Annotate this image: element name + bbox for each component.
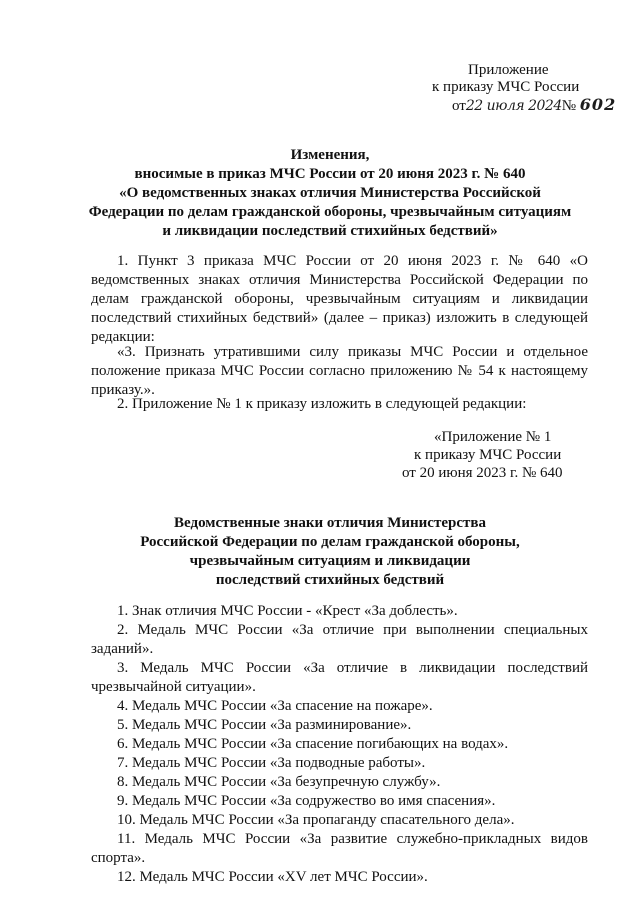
paragraph-1-text: 1. Пункт 3 приказа МЧС России от 20 июня 2023 г. № 640 «О ведомственных знаках отличия Министерства Российской Федерации по делам гражданской обороны, чрезвычайным ситуациям и ликвидации последствий стихийных бедствий» (далее – приказ) изложить в следующей редакции: [91, 253, 588, 345]
appendix-header-date-prefix: от [452, 98, 466, 114]
list-item: 11. Медаль МЧС России «За развитие служебно-прикладных видов спорта». [91, 831, 588, 866]
title-line-5: и ликвидации последствий стихийных бедствий» [162, 223, 498, 239]
list-title-line-3: чрезвычайным ситуациям и ликвидации [189, 553, 471, 569]
appendix-header-date-line [420, 96, 620, 115]
document-title [60, 146, 600, 241]
title-line-4: Федерации по делам гражданской обороны, чрезвычайным ситуациям [88, 204, 572, 220]
list-item: 2. Медаль МЧС России «За отличие при выполнении специальных заданий». [91, 622, 588, 657]
list-item: 12. Медаль МЧС России «XV лет МЧС России». [117, 869, 428, 885]
appendix-header-title: Приложение [468, 62, 549, 78]
list-title-line-2: Российской Федерации по делам гражданской обороны, [140, 534, 520, 550]
list-item: 10. Медаль МЧС России «За пропаганду спасательного дела». [117, 812, 515, 828]
appendix-quote-line-2: к приказу МЧС России [414, 447, 562, 463]
appendix-quote-line-3: от 20 июня 2023 г. № 640 [402, 465, 563, 481]
appendix-header-order: к приказу МЧС России [432, 79, 580, 95]
list-item: 4. Медаль МЧС России «За спасение на пожаре». [117, 698, 433, 714]
list-item: 6. Медаль МЧС России «За спасение погибающих на водах». [117, 736, 509, 752]
appendix-quote-line-1: «Приложение № 1 [434, 429, 552, 445]
appendix-quote [398, 428, 598, 482]
title-line-2: вносимые в приказ МЧС России от 20 июня 2023 г. № 640 [134, 166, 526, 182]
handwritten-date: 22 июля 2024 [465, 98, 562, 114]
appendix-header [420, 62, 620, 115]
paragraph-2 [91, 343, 588, 400]
handwritten-number: 602 [579, 95, 617, 114]
list-title-line-1: Ведомственные знаки отличия Министерства [174, 515, 486, 531]
list-item: 7. Медаль МЧС России «За подводные работы». [117, 755, 426, 771]
title-line-1: Изменения, [290, 147, 370, 163]
list-item: 1. Знак отличия МЧС России - «Крест «За доблесть». [117, 603, 458, 619]
list-item: 9. Медаль МЧС России «За содружество во имя спасения». [117, 793, 496, 809]
title-line-3: «О ведомственных знаках отличия Министерства Российской [119, 185, 541, 201]
list-item: 5. Медаль МЧС России «За разминирование». [117, 717, 412, 733]
number-sign: № [561, 98, 577, 114]
paragraph-3-text: 2. Приложение № 1 к приказу изложить в следующей редакции: [117, 396, 527, 412]
paragraph-1 [91, 252, 588, 347]
paragraph-3 [91, 395, 588, 414]
paragraph-2-text: «3. Признать утратившими силу приказы МЧС России и отдельное положение приказа МЧС России согласно приложению № 54 к настоящему приказу.». [91, 344, 588, 398]
list-title [100, 514, 560, 590]
list-item: 3. Медаль МЧС России «За отличие в ликвидации последствий чрезвычайной ситуации». [91, 660, 588, 695]
list-item: 8. Медаль МЧС России «За безупречную службу». [117, 774, 441, 790]
awards-list [91, 602, 588, 887]
list-title-line-4: последствий стихийных бедствий [215, 572, 445, 588]
